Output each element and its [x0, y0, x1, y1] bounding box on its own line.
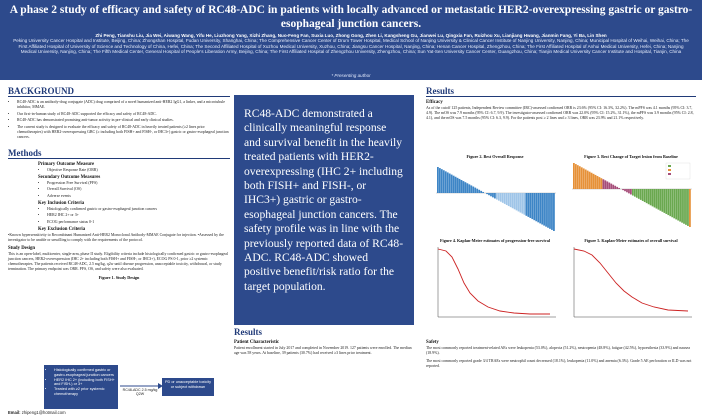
- primary-outcome-list: [38, 168, 230, 173]
- waterfall-bar: [642, 189, 644, 201]
- waterfall-bar: [589, 172, 591, 189]
- waterfall-bar: [437, 167, 439, 193]
- waterfall-bar: [502, 193, 504, 203]
- list-item: • Progression Free Survival (PFS): [47, 181, 230, 186]
- flow-item: • HER2 IHC 2+ (including both FISH+ and FISH-) or 3+: [54, 378, 115, 388]
- waterfall-bar: [665, 189, 667, 214]
- waterfall-bar: [510, 193, 512, 207]
- background-bullet: • Our first-in-human study of RC48-ADC supported the efficacy and safety of RC48-ADC.: [17, 112, 230, 117]
- flow-eligibility-box: [44, 365, 118, 409]
- waterfall-bar: [575, 164, 577, 189]
- results-heading-right: Results: [426, 86, 696, 97]
- waterfall-bar: [524, 193, 526, 215]
- waterfall-bar: [488, 193, 490, 195]
- poster-title: A phase 2 study of efficacy and safety of RC48-ADC in patients with locally advanced or metastatic HER2-overexpressing gastric or gastro-esophageal junction cancers.: [9, 4, 693, 30]
- exclusion-heading: Key Exclusion Criteria: [38, 226, 86, 232]
- inclusion-list: [38, 207, 230, 225]
- figure-5-title: Figure 5. Kaplan-Meier estimates of overall survival: [584, 238, 678, 243]
- waterfall-bar: [583, 168, 585, 189]
- waterfall-bar: [539, 193, 541, 223]
- waterfall-bar: [465, 182, 467, 193]
- safety-text-1: The most commonly reported treatment-related AEs were leukopenia (53.0%), alopecia (51.2%), neutropenia (48.8%), fatigue (42.5%), hypoesthesia (33.9%) and nausea (18.9%).: [426, 346, 690, 355]
- waterfall-bar: [535, 193, 537, 221]
- waterfall-bar: [628, 189, 630, 193]
- patient-characteristic-text: Patient enrollment started in July 2017 and completed in November 2019. 127 patients were enrolled. The median age was 58 years. At baseline, 39 patients (30.7%) had received ≥3 lines prior treatment.: [234, 346, 412, 355]
- background-heading: BACKGROUND: [8, 86, 230, 97]
- waterfall-bar: [472, 187, 474, 193]
- waterfall-bar: [595, 175, 597, 189]
- waterfall-bar: [533, 193, 535, 220]
- waterfall-bar: [543, 193, 545, 226]
- waterfall-bar: [476, 189, 478, 193]
- waterfall-bar: [599, 177, 601, 189]
- list-item: • Adverse events: [47, 194, 230, 199]
- outcome-block: [8, 162, 230, 232]
- authors: Zhi Peng, Tianshu Liu, Jia Wei, Aiwang Wang, Yifu He, Liuzhong Yang, Xizhi Zhang, Nuo-Feng Fan, Suxia Luo, Zhong Gong, Zhen Li, Kangsheng Gu, Jianwei Lu, Qingxia Fan, Ruizhou Xu, Lianjiang Hwang, Jianmin Fang, Yi Ba, Lin Shen: [95, 33, 607, 38]
- figure-4: [430, 238, 560, 330]
- flow-endpoint-box: PD or unacceptable toxicity or subject withdrawn: [162, 378, 214, 396]
- safety-section: [426, 338, 696, 372]
- figure-4-title: Figure 4. Kaplan-Meier estimates of progression-free survival: [440, 238, 550, 243]
- waterfall-bar: [494, 193, 496, 198]
- waterfall-bar: [496, 193, 498, 200]
- waterfall-bar: [656, 189, 658, 209]
- waterfall-bar: [591, 173, 593, 189]
- waterfall-bar: [512, 193, 514, 208]
- waterfall-bar: [604, 180, 606, 189]
- poster-header: [0, 0, 702, 80]
- waterfall-bar: [445, 171, 447, 193]
- waterfall-bar: [468, 184, 470, 193]
- waterfall-bar: [650, 189, 652, 205]
- email-address: zhipeng1@hotmail.com: [21, 410, 66, 415]
- waterfall-bar: [463, 181, 465, 193]
- safety-heading: Safety: [426, 340, 439, 345]
- waterfall-bar: [660, 189, 662, 211]
- waterfall-bar: [658, 189, 660, 210]
- left-column: [8, 86, 230, 280]
- waterfall-bar: [537, 193, 539, 222]
- efficacy-heading: Efficacy: [426, 100, 443, 105]
- exclusion-text: •Known hypersensitivity to Recombinant Humanized Anti-HER2 Monoclonal Antibody-MMAE Conjugate for injection. •Assessed by the investigator to be unable or unwilling to comply with the requirements of the protocol.: [8, 232, 224, 242]
- list-item: • HER2 IHC 2+ or 3+: [47, 213, 230, 218]
- figure-1-title: Figure 1. Study Design: [98, 274, 140, 280]
- waterfall-bar: [541, 193, 543, 224]
- figure-5-plot: [566, 243, 696, 325]
- waterfall-bar: [453, 176, 455, 193]
- figure-5: [566, 238, 696, 330]
- list-item: • ECOG performance status 0-1: [47, 220, 230, 225]
- waterfall-bar: [648, 189, 650, 204]
- waterfall-bar: [451, 175, 453, 193]
- waterfall-bar: [608, 183, 610, 189]
- waterfall-bar: [573, 163, 575, 189]
- secondary-outcome-heading: Secondary Outcome Measures: [38, 174, 101, 180]
- waterfall-bar: [626, 189, 628, 192]
- waterfall-bar: [480, 191, 482, 193]
- waterfall-bar: [587, 171, 589, 189]
- waterfall-bar: [470, 185, 472, 193]
- background-list: [8, 100, 230, 140]
- waterfall-bar: [601, 178, 603, 189]
- waterfall-bar: [673, 189, 675, 218]
- waterfall-bar: [516, 193, 518, 210]
- waterfall-bar: [632, 189, 634, 196]
- waterfall-bar: [498, 193, 500, 201]
- waterfall-bar: [447, 172, 449, 193]
- email-label: Email:: [8, 410, 21, 415]
- waterfall-bar: [482, 192, 484, 193]
- waterfall-bar: [443, 170, 445, 193]
- waterfall-bar: [504, 193, 506, 204]
- waterfall-bar: [522, 193, 524, 214]
- waterfall-bar: [547, 193, 549, 228]
- study-design-heading: Study Design: [8, 245, 36, 251]
- flow-item: • Treated with ≥2 prior systemic chemotherapy: [54, 387, 115, 397]
- waterfall-bar: [459, 179, 461, 193]
- waterfall-bar: [606, 181, 608, 189]
- waterfall-bar: [549, 193, 551, 229]
- waterfall-bar: [652, 189, 654, 206]
- waterfall-bar: [616, 187, 618, 189]
- waterfall-bar: [581, 167, 583, 189]
- waterfall-bar: [646, 189, 648, 203]
- waterfall-bar: [634, 189, 636, 197]
- figure-3: [566, 154, 696, 234]
- study-design-text: This is an open-label, multicenter, single-arm, phase II study. Eligibility criteria include histologically confirmed gastric or gastro-esophageal junction cancers, HER2-overexpression (IHC 2+ including both FISH+ and FISH-, or IHC3+), ECOG PS 0-1, prior ≥2 systemic chemotherapies. The patients received RC48-ADC, 2.5 mg/kg, q2w until disease progression, unacceptable toxicity, withdrawal, or study termination. The primary endpoint was ORR. PFS, OS, and safety were also evaluated.: [8, 251, 228, 271]
- figure-3-title: Figure 3. Best Change of Target lesion from Baseline: [584, 154, 678, 159]
- waterfall-bar: [614, 186, 616, 189]
- flow-item: • Histologically confirmed gastric or gastro-esophageal junction cancers: [54, 368, 115, 378]
- waterfall-bar: [441, 169, 443, 193]
- waterfall-bar: [640, 189, 642, 200]
- waterfall-bar: [636, 189, 638, 198]
- waterfall-bar: [638, 189, 640, 199]
- waterfall-bar: [492, 193, 494, 197]
- background-bullet: • The current study is designed to evaluate the efficacy and safety of RC48-ADC in heavily treated patients (≥2 lines prior chemotherapies) with HER2-overexpressing GBC (≥ including both FISH+ and FISH-, or IHC3+) gastric or gastro-esophageal junction cancers.: [17, 125, 230, 140]
- presenting-note: * Presenting author: [331, 73, 371, 78]
- waterfall-bar: [679, 189, 681, 222]
- waterfall-bar: [675, 189, 677, 219]
- waterfall-bar: [461, 180, 463, 193]
- waterfall-bar: [585, 170, 587, 189]
- waterfall-bar: [531, 193, 533, 219]
- waterfall-bar: [677, 189, 679, 220]
- patient-characteristic-heading: Patient Characteristic: [234, 340, 280, 345]
- waterfall-bar: [553, 193, 555, 231]
- flow-arrow-label: RC48-ADC 2.5 mg/kg Q2W: [122, 388, 158, 396]
- waterfall-bar: [577, 165, 579, 189]
- waterfall-bar: [597, 176, 599, 189]
- methods-heading: Methods: [8, 148, 230, 159]
- waterfall-bar: [449, 174, 451, 193]
- right-column: [426, 86, 696, 124]
- list-item: • Overall Survival (OS): [47, 187, 230, 192]
- waterfall-bar: [685, 189, 687, 225]
- figure-3-plot: [566, 159, 696, 231]
- key-conclusion-box: RC48-ADC demonstrated a clinically meaningful response and survival benefit in the heavily treated patients with HER2-overexpressing (IHC 2+ including both FISH+ and FISH-, or IHC3+) gastric or gastro-esophageal junction cancers. The safety profile was in line with the previously reported data of RC48-ADC. RC48-ADC showed positive benefit/risk ratio for the target population.: [234, 95, 414, 325]
- waterfall-bar: [618, 188, 620, 189]
- contact-line: [8, 410, 66, 415]
- waterfall-bar: [622, 189, 624, 190]
- waterfall-bar: [506, 193, 508, 205]
- waterfall-bar: [500, 193, 502, 202]
- waterfall-bar: [654, 189, 656, 207]
- list-item: • Histologically confirmed gastric or gastro-esophageal junction cancers: [47, 207, 230, 212]
- figure-2-title: Figure 2. Best Overall Response: [466, 154, 524, 159]
- waterfall-bar: [579, 166, 581, 189]
- waterfall-bar: [545, 193, 547, 227]
- waterfall-bar: [630, 189, 632, 194]
- waterfall-bar: [610, 184, 612, 189]
- waterfall-bar: [518, 193, 520, 211]
- waterfall-bar: [551, 193, 553, 230]
- waterfall-bar: [490, 193, 492, 196]
- waterfall-bar: [612, 185, 614, 189]
- waterfall-bar: [439, 168, 441, 193]
- waterfall-bar: [669, 189, 671, 216]
- waterfall-bar: [644, 189, 646, 202]
- waterfall-bar: [593, 174, 595, 189]
- waterfall-bar: [689, 189, 691, 227]
- inclusion-heading: Key Inclusion Criteria: [38, 200, 85, 206]
- background-bullet: • RC48-ADC is an antibody-drug conjugate (ADC) drug comprised of a novel humanized anti-HER2 IgG1, a linker, and a microtubule inhibitor, MMAE.: [17, 100, 230, 110]
- primary-outcome-heading: Primary Outcome Measure: [38, 161, 95, 167]
- waterfall-bar: [667, 189, 669, 215]
- waterfall-bar: [683, 189, 685, 224]
- secondary-outcome-list: [38, 181, 230, 199]
- waterfall-bar: [526, 193, 528, 216]
- center-results: [234, 327, 414, 359]
- waterfall-bar: [478, 190, 480, 193]
- waterfall-bar: [671, 189, 673, 217]
- waterfall-bar: [663, 189, 665, 213]
- background-bullet: • RC48-ADC has demonstrated promising anti-tumor activity in pre-clinical and early clinical studies.: [17, 118, 230, 123]
- waterfall-bar: [486, 193, 488, 194]
- waterfall-bar: [457, 178, 459, 193]
- safety-text-2: The most commonly reported grade 3/4 TRAEs were neutrophil count decreased (18.1%), leukopenia (11.0%) and anemia (6.3%). Grade 5 AE perforation or ILD was not reported.: [426, 359, 692, 368]
- waterfall-bar: [474, 188, 476, 193]
- figure-4-plot: [430, 243, 560, 325]
- author-list: [10, 33, 692, 55]
- figure-2-plot: [430, 159, 560, 231]
- results-heading: Results: [234, 327, 263, 337]
- figure-2: [430, 154, 560, 234]
- waterfall-bar: [681, 189, 683, 223]
- waterfall-bar: [662, 189, 664, 212]
- waterfall-bar: [527, 193, 529, 217]
- waterfall-bar: [514, 193, 516, 209]
- waterfall-bar: [624, 189, 626, 191]
- waterfall-bar: [508, 193, 510, 206]
- waterfall-bar: [520, 193, 522, 213]
- list-item: • Objective Response Rate (ORR): [47, 168, 230, 173]
- efficacy-text: As of the cutoff 125 patients, Independent Review committee (IRC)-assessed confirmed ORR is 23.6% (95% CI: 16.3%, 32.2%). The mPFS was 4.1 months (95% CI: 3.7, 4.9). The mOS was 7.9 months (95% CI: 6.7, 9.9). The investigator-assessed confirmed ORR was 22.0% (95% CI: 15.2%, 31.1%), the mPFS was 3.9 months (95% CI: 2.8, 4.1), and the mOS was 7.5 months (95% CI: 6.3, 9.9). For the patients post ≥ 2 lines and ≥ 3 lines, ORR was 23.9% and 21.1% respectively.: [426, 106, 694, 120]
- waterfall-bar: [687, 189, 689, 226]
- waterfall-bar: [467, 183, 469, 193]
- affiliations: Peking University Cancer Hospital and Institute, Beijing, China; Zhongshan Hospital, Fudan University, Shanghai, China; The Comprehensive Cancer Center of Drum Tower Hospital, Medical School of Nanjing University & Clinical Cancer Institute of Nanjing University, Nanjing, China; Municipal Hospital of Weihai, Weihai, China; The First Affiliated Hospital of University of Science and Technology of China, Hefei, China; The Second Affiliated Hospital of Xuzhou Medical University, Xuzhou, China; Jiangsu Cancer Hospital, Nanjing, China; Henan Cancer Hospital, Zhengzhou, China; The First Affiliated Hospital of Anhui Medical University, Hefei, China; Nanjing Medical University, Nanjing, China; The Fifth Medical Center, General Hospital of People's Liberation Army, Beijing, China; The First Affiliated Hospital of Zhengzhou University, Zhengzhou, China; Sun Yat-Sen University Cancer Center, Guangzhou, China; Tianjin Medical University Cancer Institute and Hospital, Tianjin, China: [13, 38, 689, 55]
- waterfall-bar: [529, 193, 531, 218]
- waterfall-bar: [455, 177, 457, 193]
- waterfall-bar: [603, 179, 605, 189]
